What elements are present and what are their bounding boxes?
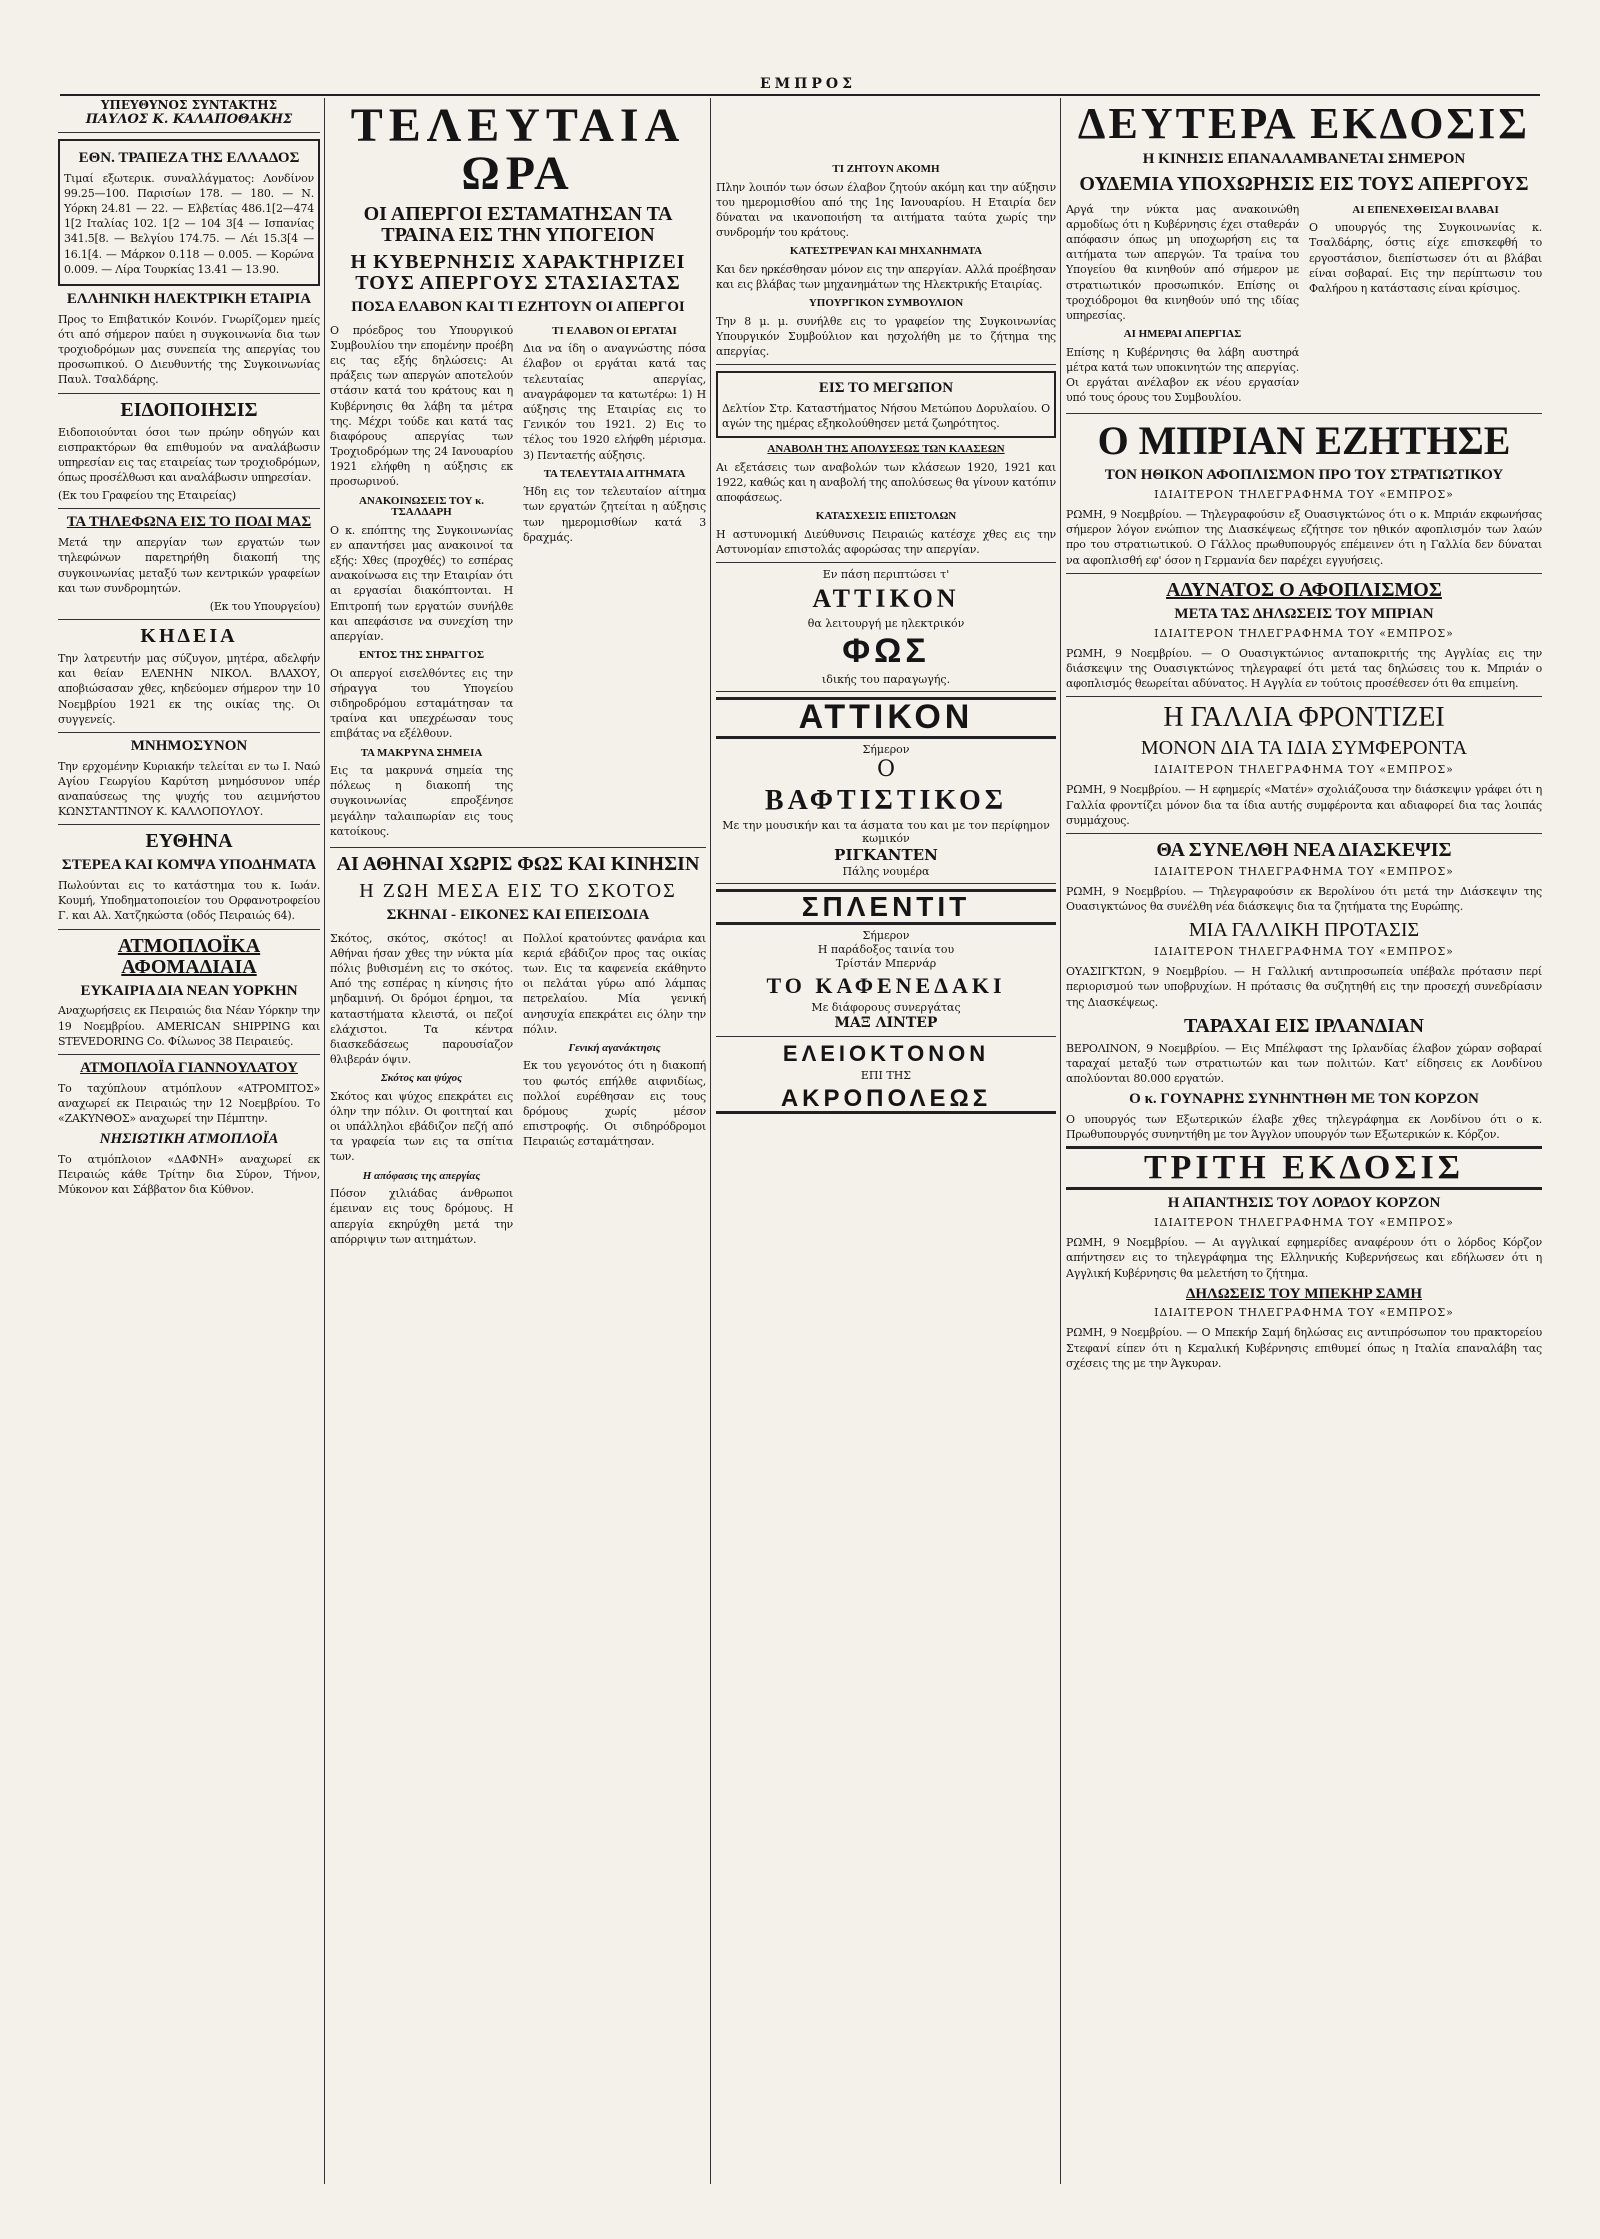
ad-line: θα λειτουργή με ηλεκτρικόν bbox=[807, 616, 965, 630]
ad-line: ιδικής του παραγωγής. bbox=[821, 673, 951, 687]
ad-line: Με την μουσικήν και τα άσματα του και με τον περίφημον κωμικόν bbox=[722, 819, 1050, 846]
ad-title: ΑΚΡΟΠΟΛΕΩΣ bbox=[716, 1086, 1056, 1114]
subheading: Σκότος και ψύχος bbox=[380, 1072, 463, 1085]
article-paragraph: ΡΩΜΗ, 9 Νοεμβρίου. — Τηλεγραφούσιν εξ Ουασιγκτώνος ότι ο κ. Μπριάν εκφωνήσας σήμερον λόγον ενώπιον της Διασκέψεως εζήτησε τον ηθικόν αφοπλισμόν των λαών προ του στρατιωτικού. Ο Γάλλος πρωθυπουργός επέμεινεν ότι η Γαλλία δεν δύναται να αφοπλισθή εφ' όσον η Γερμανία δεν παρέχει εγγυήσεις. bbox=[1066, 508, 1542, 567]
article-strike bbox=[330, 320, 706, 842]
notices-heading: ΕΙΔΟΠΟΙΗΣΙΣ bbox=[120, 398, 258, 421]
ad-title: ΣΠΛΕΝΤΙΤ bbox=[716, 889, 1056, 924]
divider bbox=[1066, 696, 1542, 697]
ad-line: Σήμερον bbox=[862, 742, 910, 756]
ad-eleioktonon bbox=[716, 1042, 1056, 1114]
editor-name: ΠΑΥΛΟΣ Κ. ΚΑΛΑΠΟΘΑΚΗΣ bbox=[85, 112, 293, 127]
bank-heading: ΕΘΝ. ΤΡΑΠΕΖΑ ΤΗΣ ΕΛΛΑΔΟΣ bbox=[78, 150, 300, 166]
editor-label: ΥΠΕΥΘΥΝΟΣ ΣΥΝΤΑΚΤΗΣ bbox=[100, 98, 278, 112]
article-darkness-left bbox=[330, 928, 513, 1250]
article-paragraph: Αι εξετάσεις των αναβολών των κλάσεων 1920, 1921 και 1922, καθώς και η αναβολή της απολύσεως θα γίνουν κατόπιν αποφάσεως. bbox=[716, 460, 1056, 505]
banner-continuation-space bbox=[716, 98, 1056, 158]
headline-athens-dark: ΑΙ ΑΘΗΝΑΙ ΧΩΡΙΣ ΦΩΣ ΚΑΙ ΚΙΝΗΣΙΝ bbox=[336, 852, 700, 875]
subheading: ΑΙ ΕΠΕΝΕΧΘΕΙΣΑΙ ΒΛΑΒΑΙ bbox=[1352, 203, 1499, 216]
column-3 bbox=[716, 98, 1056, 2184]
ad-shoes-heading: ΕΥΘΗΝΑ bbox=[145, 830, 233, 853]
ad-ship2-text: Το ταχύπλουν ατμόπλουν «ΑΤΡΟΜΙΤΟΣ» αναχωρεί εκ Πειραιώς την 12 Νοεμβρίου. Το «ΖΑΚΥΝΘΟΣ» αναχωρεί την Πέμπτην. bbox=[58, 1081, 320, 1125]
ad-title: ΤΟ ΚΑΦΕΝΕΔΑΚΙ bbox=[766, 972, 1006, 998]
notices-signature: (Εκ του Γραφείου της Εταιρείας) bbox=[58, 489, 236, 503]
divider bbox=[1066, 413, 1542, 414]
telegram-credit: ΙΔΙΑΙΤΕΡΟΝ ΤΗΛΕΓΡΑΦΗΜΑ ΤΟΥ «ΕΜΠΡΟΣ» bbox=[1154, 864, 1454, 878]
ad-splendid bbox=[716, 889, 1056, 1030]
article-paragraph: ΡΩΜΗ, 9 Νοεμβρίου. — Η εφημερίς «Ματέν» σχολιάζουσα την διάσκεψιν γράφει ότι η Γαλλία φροντίζει μόνον δια τα ίδια αυτής συμφέροντα και αδιαφορεί δια τας λοιπάς συμμάχους. bbox=[1066, 783, 1542, 827]
subheading: ΕΝΤΟΣ ΤΗΣ ΣΗΡΑΓΓΟΣ bbox=[358, 649, 485, 662]
divider bbox=[58, 1054, 320, 1055]
article-strike-left bbox=[330, 320, 513, 842]
notices-text: Ειδοποιούνται όσοι των πρώην οδηγών και εισπρακτόρων θα επιθυμούν να αναλάβωσιν υπηρεσίαν εις τας εταιρείας των τροχιοδρόμων, όπως προσέλθωσι και αναλάβωσιν υπηρεσίαν. bbox=[58, 425, 320, 485]
article-paragraph: ΒΕΡΟΛΙΝΟΝ, 9 Νοεμβρίου. — Εις Μπέλφαστ της Ιρλανδίας έλαβον χώραν σοβαραί ταραχαί μεταξύ των στρατιωτών και των πολιτών. Κατ' είδησεις εκ Λονδίνου απολύονται 80.000 εργατών. bbox=[1066, 1041, 1542, 1086]
company-notice: Προς το Επιβατικόν Κοινόν. Γνωρίζομεν ημείς ότι από σήμερον παύει η συγκοινωνία δια των τροχιοδρόμων μας συνεπεία της απεργίας του προσωπικού. Ο Διευθυντής της Συγκοινωνίας Παυλ. Τσαλδάρης. bbox=[58, 312, 320, 387]
telegram-credit: ΙΔΙΑΙΤΕΡΟΝ ΤΗΛΕΓΡΑΦΗΜΑ ΤΟΥ «ΕΜΠΡΟΣ» bbox=[1154, 1216, 1454, 1230]
headline-no-concession: ΟΥΔΕΜΙΑ ΥΠΟΧΩΡΗΣΙΣ ΕΙΣ ΤΟΥΣ ΑΠΕΡΓΟΥΣ bbox=[1079, 172, 1529, 195]
article-paragraph: Ο υπουργός των Εξωτερικών έλαβε χθες τηλεγράφημα εκ Λονδίνου ότι ο κ. Πρωθυπουργός συνηντήθη με τον Άγγλον υπουργόν των Εξωτερικών κ. Κόρζον. bbox=[1066, 1113, 1542, 1142]
article-paragraph: Επίσης η Κυβέρνησις θα λάβη αυστηρά μέτρα κατά των υποκινητών της απεργίας. Οι εργάται ανέλαβον εκ νέου εργασίαν υπό τους όρους του Συμβουλίου. bbox=[1066, 345, 1299, 405]
ad-line: Με διάφορους συνεργάτας bbox=[811, 1000, 961, 1014]
divider bbox=[58, 619, 320, 620]
headline-briand: Ο ΜΠΡΙΑΝ ΕΖΗΤΗΣΕ bbox=[1097, 418, 1511, 464]
divider bbox=[716, 364, 1056, 365]
article-paragraph: Ήδη εις τον τελευταίον αίτημα των εργατών ζητείται η αύξησις των ημερομισθίων κατά 3 δραχμάς. bbox=[523, 485, 706, 544]
article-paragraph: Ο πρόεδρος του Υπουργικού Συμβουλίου την επομένην προέβη εις τας εξής δηλώσεις: Αι πράξεις των απεργών αποτελούν στάσιν κατά του κράτους και η Κυβέρνησις θα λάβη τα μέτρα της. Μέχρι τούδε και κατά τας διαφόρους απεργίας των Τροχιοδρόμων της 24 Ιανουαρίου 1921 ελήφθη η αύξησις εκ προσωρινού. bbox=[330, 323, 513, 489]
subheading: ΤΙ ΖΗΤΟΥΝ ΑΚΟΜΗ bbox=[832, 163, 940, 175]
headline-french-proposal: ΜΙΑ ΓΑΛΛΙΚΗ ΠΡΟΤΑΣΙΣ bbox=[1188, 919, 1420, 942]
ad-attikon-light bbox=[716, 568, 1056, 686]
article-paragraph: Πολλοί κρατούντες φανάρια και κεριά εβάδιζον προς τας οικίας των. Εις τα καφενεία εκάθηντο οι πελάται γύρω από λάμπας πετρελαίου. Μία γενική ανησυχία επεκράτει εις όλην την πόλιν. bbox=[523, 931, 706, 1036]
subheading: Η απόφασις της απεργίας bbox=[362, 1169, 481, 1182]
column-4 bbox=[1066, 98, 1542, 2184]
telegraph-signature: (Εκ του Υπουργείου) bbox=[209, 599, 320, 613]
headline-disarmament-impossible: ΑΔΥΝΑΤΟΣ Ο ΑΦΟΠΛΙΣΜΟΣ bbox=[1166, 578, 1442, 601]
banner-second-edition: ΔΕΥΤΕΡΑ ΕΚΔΟΣΙΣ bbox=[1077, 99, 1531, 148]
article-paragraph: Αργά την νύκτα μας ανακοινώθη αρμοδίως ότι η Κυβέρνησις έχει σταθεράν απόφασιν όπως μη υποχωρήση εις τα αιτήματα των απεργών. Τα τραίνα του Υπογείου θα κινηθούν από σήμερον με στρατιωτικόν προσωπικόν. Επίσης οι τροχιόδρομοι θα κινηθούν υπό της ιδίας υπηρεσίας. bbox=[1066, 202, 1299, 322]
divider bbox=[58, 132, 320, 133]
telegram-credit: ΙΔΙΑΙΤΕΡΟΝ ΤΗΛΕΓΡΑΦΗΜΑ ΤΟΥ «ΕΜΠΡΟΣ» bbox=[1154, 626, 1454, 640]
article-paragraph: ΡΩΜΗ, 9 Νοεμβρίου. — Αι αγγλικαί εφημερίδες αναφέρουν ότι ο λόρδος Κόρζον απήντησεν εις το τηλεγράφημα της Ελληνικής Κυβερνήσεως και εδήλωσεν ότι η Αγγλική Κυβέρνησις θα μελετήση το ζήτημα. bbox=[1066, 1236, 1542, 1280]
headline-demands: ΠΟΣΑ ΕΛΑΒΟΝ ΚΑΙ ΤΙ ΕΖΗΤΟΥΝ ΟΙ ΑΠΕΡΓΟΙ bbox=[351, 299, 685, 315]
ad-attikon-film bbox=[716, 697, 1056, 878]
divider bbox=[58, 824, 320, 825]
ad-ship-text: Αναχωρήσεις εκ Πειραιώς δια Νέαν Υόρκην την 19 Νοεμβρίου. AMERICAN SHIPPING και STEVEDORING Co. Φίλωνος 38 Πειραιεύς. bbox=[58, 1004, 320, 1048]
memorial-heading: ΜΝΗΜΟΣΥΝΟΝ bbox=[130, 737, 248, 754]
ad-line: ΕΠΙ ΤΗΣ bbox=[860, 1068, 912, 1082]
masthead-title: ΕΜΠΡΟΣ bbox=[760, 76, 857, 92]
divider bbox=[58, 929, 320, 930]
divider bbox=[716, 1036, 1056, 1037]
article-paragraph: Σκότος και ψύχος επεκράτει εις όλην την πόλιν. Οι φοιτηταί και οι υπάλληλοι εβάδιζον πεζή από τα γραφεία των εις τα σπίτια των. bbox=[330, 1089, 513, 1164]
ad-ship2-heading: ΑΤΜΟΠΛΟΪΑ ΓΙΑΝΝΟΥΛΑΤΟΥ bbox=[80, 1059, 298, 1076]
divider bbox=[58, 508, 320, 509]
telegraph-text: Μετά την απεργίαν των εργατών των τηλεφώνων παρετηρήθη διακοπή της συγκοινωνίας μεταξύ των κεντρικών γραφείων και των συνδρομητών. bbox=[58, 536, 320, 595]
ad-line: Σήμερον bbox=[862, 928, 910, 942]
ad-ship-heading: ΑΤΜΟΠΛΟΪΚΑ ΑΦΟΜΑΔΙΑΙΑ bbox=[117, 934, 261, 978]
ad-line: Τρίστάν Μπερνάρ bbox=[835, 956, 937, 970]
headline-own-interests: ΜΟΝΟΝ ΔΙΑ ΤΑ ΙΔΙΑ ΣΥΜΦΕΡΟΝΤΑ bbox=[1140, 737, 1468, 760]
column-divider bbox=[1060, 98, 1061, 2184]
article-paragraph: Η αστυνομική Διεύθυνσις Πειραιώς κατέσχε χθες εις την Αστυνομίαν επιστολάς αφορώσας την απεργίαν. bbox=[716, 527, 1056, 557]
article-paragraph: Ο υπουργός της Συγκοινωνίας κ. Τσαλδάρης, όστις είχε επισκεφθή το εργοστάσιον, διεπίστωσεν ότι αι βλάβαι είναι σοβαραί. Εις την περίπτωσιν του Φαλήρου η κατάστασις είναι κρίσιμος. bbox=[1309, 221, 1542, 295]
subheading: ΤΑ ΜΑΚΡΥΝΑ ΣΗΜΕΙΑ bbox=[360, 746, 483, 759]
ad-title: ΑΤΤΙΚΟΝ bbox=[716, 697, 1056, 739]
subheading: ΤΙ ΕΛΑΒΟΝ ΟΙ ΕΡΓΑΤΑΙ bbox=[552, 324, 677, 337]
telegram-credit: ΙΔΙΑΙΤΕΡΟΝ ΤΗΛΕΓΡΑΦΗΜΑ ΤΟΥ «ΕΜΠΡΟΣ» bbox=[1154, 763, 1454, 777]
divider bbox=[716, 562, 1056, 563]
article-paragraph: ΟΥΑΣΙΓΚΤΩΝ, 9 Νοεμβρίου. — Η Γαλλική αντιπροσωπεία υπέβαλε πρότασιν περί περιορισμού των υποβρυχίων. Η πρότασις θα συζητηθή εις την προσεχή συνεδρίασιν της Διασκέψεως. bbox=[1066, 965, 1542, 1009]
funeral-heading: ΚΗΔΕΙΑ bbox=[140, 625, 238, 648]
divider bbox=[58, 393, 320, 394]
ad-line: ΜΑΞ ΛΙΝΤΕΡ bbox=[834, 1014, 938, 1031]
ad-ship3-text: Το ατμόπλοιον «ΔΑΦΝΗ» αναχωρεί εκ Πειραιώς κάθε Τρίτην δια Σύρον, Τήνον, Μύκονον και Σάββατον δια Κύθνον. bbox=[58, 1152, 320, 1197]
article-darkness bbox=[330, 928, 706, 1250]
article-darkness-right bbox=[523, 928, 706, 1250]
headline-government: Η ΚΥΒΕΡΝΗΣΙΣ ΧΑΡΑΚΤΗΡΙΖΕΙ ΤΟΥΣ ΑΠΕΡΓΟΥΣ ΣΤΑΣΙΑΣΤΑΣ bbox=[350, 251, 686, 294]
subheading: ΚΑΤΑΣΧΕΣΙΣ ΕΠΙΣΤΟΛΩΝ bbox=[815, 510, 957, 523]
article-paragraph: Ο κ. επόπτης της Συγκοινωνίας εν απαντήσει μας ανακοινοί τα εξής: Χθες (προχθές) το εσπέρας ανακοίνωσα εις την Εταιρίαν ότι αι εργασίαι διακόπτονται. Η Επιτροπή των εργατών συνήλθε και απεφάσισε να συνεχίση την απεργίαν. bbox=[330, 523, 513, 643]
banner-last-hour: ΤΕΛΕΥΤΑΙΑ ΩΡΑ bbox=[350, 99, 686, 200]
article-paragraph: ΡΩΜΗ, 9 Νοεμβρίου. — Τηλεγραφούσιν εκ Βερολίνου ότι μετά την Διάσκεψιν της Ουασιγκτώνος θα συνέλθη νέα διάσκεψις δια τα ζητήματα της Ευρώπης. bbox=[1066, 884, 1542, 914]
article-paragraph: Εκ του γεγονότος ότι η διακοπή του φωτός επήλθε αιφνιδίως, πολλοί ευρέθησαν εις τους δρόμους χωρίς μέσον επιστροφής. Οι σιδηρόδρομοι Πειραιώς εσταμάτησαν. bbox=[523, 1059, 706, 1149]
ad-shoes-text: Πωλούνται εις το κατάστημα του κ. Ιωάν. Κουμή, Υποδηματοποιείον του Ορφανοτροφείου Γ. και Αλ. Χατζηκώστα (οδός Πειραιώς 64). bbox=[58, 879, 320, 923]
headline-bekir-sami: ΔΗΛΩΣΕΙΣ ΤΟΥ ΜΠΕΚΗΡ ΣΑΜΗ bbox=[1185, 1285, 1423, 1302]
headline-traffic-resumes: Η ΚΙΝΗΣΙΣ ΕΠΑΝΑΛΑΜΒΑΝΕΤΑΙ ΣΗΜΕΡΟΝ bbox=[1142, 151, 1466, 167]
telegram-credit: ΙΔΙΑΙΤΕΡΟΝ ΤΗΛΕΓΡΑΦΗΜΑ ΤΟΥ «ΕΜΠΡΟΣ» bbox=[1154, 945, 1454, 959]
ad-title: ΒΑΦΤΙΣΤΙΚΟΣ bbox=[764, 784, 1008, 816]
article-paragraph: Και δεν ηρκέσθησαν μόνον εις την απεργίαν. Αλλά προέβησαν και εις βλάβας των μηχανημάτων της Ηλεκτρικής Εταιρίας. bbox=[716, 262, 1056, 291]
funeral-text: Την λατρευτήν μας σύζυγον, μητέρα, αδελφήν και θείαν ΕΛΕΝΗΝ ΝΙΚΟΛ. ΒΛΑΧΟΥ, αποβιώσασαν χθες, κηδεύομεν σήμερον την 10 Νοεμβρίου 1921 εκ της οικίας της. Οι συγγενείς. bbox=[58, 652, 320, 726]
subheading: Γενική αγανάκτησις bbox=[568, 1041, 661, 1054]
article-second-left bbox=[1066, 199, 1299, 409]
subheading: ΚΑΤΕΣΤΡΕΨΑΝ ΚΑΙ ΜΗΧΑΝΗΜΑΤΑ bbox=[789, 245, 983, 258]
ad-title: ΕΛΕΙΟΚΤΟΝΟΝ bbox=[782, 1040, 990, 1066]
masthead-rule bbox=[60, 78, 1540, 96]
headline-after-briand: ΜΕΤΑ ΤΑΣ ΔΗΛΩΣΕΙΣ ΤΟΥ ΜΠΡΙΑΝ bbox=[1174, 605, 1434, 622]
front-text: Δελτίον Στρ. Καταστήματος Νήσου Μετώπου Δορυλαίου. Ο αγών της ημέρας εξηκολούθησεν μετά ζωηρότητος. bbox=[722, 401, 1050, 431]
headline-gounaris-curzon: Ο κ. ΓΟΥΝΑΡΗΣ ΣΥΝΗΝΤΗΘΗ ΜΕ ΤΟΝ ΚΟΡΖΟΝ bbox=[1129, 1091, 1479, 1108]
subheading: ΥΠΟΥΡΓΙΚΟΝ ΣΥΜΒΟΥΛΙΟΝ bbox=[808, 297, 964, 310]
headline-france-cares: Η ΓΑΛΛΙΑ ΦΡΟΝΤΙΖΕΙ bbox=[1163, 702, 1445, 734]
article-paragraph: Εις τα μακρυνά σημεία της πόλεως η διακοπή της συγκοινωνίας επροξένησε μεγάλην ταλαιπωρίαν εις τους κατοίκους. bbox=[330, 764, 513, 838]
article-second-right bbox=[1309, 199, 1542, 409]
front-box bbox=[716, 371, 1056, 438]
ad-line: Ο bbox=[876, 756, 896, 782]
ad-title: ΑΤΤΙΚΟΝ bbox=[812, 584, 960, 614]
subheading: ΑΝΑΒΟΛΗ ΤΗΣ ΑΠΟΛΥΣΕΩΣ ΤΩΝ ΚΛΑΣΕΩΝ bbox=[767, 443, 1005, 456]
divider bbox=[716, 691, 1056, 692]
ad-line: ΡΙΓΚΑΝΤΕΝ bbox=[834, 846, 938, 865]
article-paragraph: Πλην λοιπόν των όσων έλαβον ζητούν ακόμη και την αύξησιν του ημερομισθίου από της 1ης Ιανουαρίου. Η Εταιρία δεν δύναται να ικανοποιήση τα αιτήματα ταύτα χωρίς την συνδρομήν του κράτους. bbox=[716, 180, 1056, 240]
column-divider bbox=[324, 98, 325, 2184]
column-2 bbox=[330, 98, 706, 2184]
ad-ship3-heading: ΝΗΣΙΩΤΙΚΗ ΑΤΜΟΠΛΟΪΑ bbox=[99, 1131, 279, 1148]
divider bbox=[716, 883, 1056, 884]
headline-moral-disarmament: ΤΟΝ ΗΘΙΚΟΝ ΑΦΟΠΛΙΣΜΟΝ ΠΡΟ ΤΟΥ ΣΤΡΑΤΙΩΤΙΚΟΥ bbox=[1104, 467, 1504, 484]
article-paragraph: Πόσον χιλιάδας άνθρωποι έμειναν εις τους δρόμους. Η απεργία εκηρύχθη μετά την απόρριψιν των αιτημάτων. bbox=[330, 1187, 513, 1246]
ad-title: ΦΩΣ bbox=[842, 631, 930, 670]
ad-line: Εν πάση περιπτώσει τ' bbox=[822, 568, 950, 582]
ad-line: Η παράδοξος ταινία του bbox=[817, 942, 955, 956]
column-divider bbox=[710, 98, 711, 2184]
headline-scenes: ΣΚΗΝΑΙ - ΕΙΚΟΝΕΣ ΚΑΙ ΕΠΕΙΣΟΔΙΑ bbox=[386, 906, 650, 923]
article-second-edition bbox=[1066, 199, 1542, 409]
article-paragraph: ΡΩΜΗ, 9 Νοεμβρίου. — Ο Ουασιγκτώνιος ανταποκριτής της Αγγλίας εις την διάσκεψιν της Ουασιγκτώνος τηλεγραφεί ότι μετά τας δηλώσεις του κ. Μπριάν ο αφοπλισμός θεωρείται αδύνατος. Η Αγγλία εν τούτοις προσέθεσεν ότι θα επιμείνη. bbox=[1066, 646, 1542, 690]
headline-ireland: ΤΑΡΑΧΑΙ ΕΙΣ ΙΡΛΑΝΔΙΑΝ bbox=[1184, 1014, 1424, 1037]
ad-ship-subheading: ΕΥΚΑΙΡΙΑ ΔΙΑ ΝΕΑΝ ΥΟΡΚΗΝ bbox=[80, 982, 298, 999]
ad-shoes-subheading: ΣΤΕΡΕΑ ΚΑΙ ΚΟΜΨΑ ΥΠΟΔΗΜΑΤΑ bbox=[61, 857, 317, 874]
telegram-credit: ΙΔΙΑΙΤΕΡΟΝ ΤΗΛΕΓΡΑΦΗΜΑ ΤΟΥ «ΕΜΠΡΟΣ» bbox=[1154, 488, 1454, 502]
headline-new-conference: ΘΑ ΣΥΝΕΛΘΗ ΝΕΑ ΔΙΑΣΚΕΨΙΣ bbox=[1156, 838, 1452, 861]
divider bbox=[1066, 833, 1542, 834]
ad-line: Πάλης νουμέρα bbox=[842, 865, 930, 879]
divider bbox=[1066, 573, 1542, 574]
memorial-text: Την ερχομένην Κυριακήν τελείται εν τω Ι. Ναώ Αγίου Γεωργίου Καρύτση μνημόσυνον υπέρ αναπαύσεως της ψυχής του αειμνήστου ΚΩΝΣΤΑΝΤΙΝΟΥ Κ. ΚΑΛΛΟΠΟΥΛΟΥ. bbox=[58, 759, 320, 819]
bank-rates: Τιμαί εξωτερικ. συναλλάγματος: Λονδίνον 99.25—100. Παρισίων 178. — 180. — Ν. Υόρκη 24.81 — 22. — Ελβετίας 486.1[2—474 1[2 Ιταλίας 102. 1[2 — 104 3[4 — Ισπανίας 341.5[8. — Βελγίου 174.75. — Λέι 15.3[4 — 16.1[4. — Μάρκον 0.118 — 0.005. — Κορώνα 0.009. — Λίρα Τουρκίας 13.41 — 13.90. bbox=[64, 171, 314, 276]
telegraph-heading: ΤΑ ΤΗΛΕΦΩΝΑ ΕΙΣ ΤΟ ΠΟΔΙ ΜΑΣ bbox=[66, 514, 312, 531]
company-heading: ΕΛΛΗΝΙΚΗ ΗΛΕΚΤΡΙΚΗ ΕΤΑΙΡΙΑ bbox=[66, 290, 312, 307]
headline-strikers-trains: ΟΙ ΑΠΕΡΓΟΙ ΕΣΤΑΜΑΤΗΣΑΝ ΤΑ ΤΡΑΙΝΑ ΕΙΣ ΤΗΝ ΥΠΟΓΕΙΟΝ bbox=[363, 203, 673, 246]
subheading: ΑΝΑΚΟΙΝΩΣΕΙΣ ΤΟΥ κ. ΤΣΑΛΔΑΡΗ bbox=[358, 494, 485, 519]
telegram-credit: ΙΔΙΑΙΤΕΡΟΝ ΤΗΛΕΓΡΑΦΗΜΑ ΤΟΥ «ΕΜΠΡΟΣ» bbox=[1154, 1306, 1454, 1320]
article-strike-right bbox=[523, 320, 706, 842]
banner-third-edition: ΤΡΙΤΗ ΕΚΔΟΣΙΣ bbox=[1066, 1146, 1542, 1190]
subheading: ΤΑ ΤΕΛΕΥΤΑΙΑ ΑΙΤΗΜΑΤΑ bbox=[543, 467, 686, 480]
front-heading: ΕΙΣ ΤΟ ΜΕΓΩΠΟΝ bbox=[818, 380, 954, 397]
column-1 bbox=[58, 98, 320, 2184]
subheading: ΑΙ ΗΜΕΡΑΙ ΑΠΕΡΓΙΑΣ bbox=[1123, 328, 1242, 341]
headline-curzon-reply: Η ΑΠΑΝΤΗΣΙΣ ΤΟΥ ΛΟΡΔΟΥ ΚΟΡΖΟΝ bbox=[1167, 1195, 1441, 1212]
bank-box bbox=[58, 139, 320, 286]
article-paragraph: Σκότος, σκότος, σκότος! αι Αθήναι ήσαν χθες την νύκτα μία πόλις βυθισμένη εις το σκότος. Από της εσπέρας η κίνησις ήτο μηδαμινή. Οι δρόμοι έρημοι, τα καταστήματα κλειστά, οι πεζοί ελάχιστοι. Τα κέντρα διασκεδάσεως παρουσίαζον θλιβεράν όψιν. bbox=[330, 931, 513, 1067]
article-paragraph: ΡΩΜΗ, 9 Νοεμβρίου. — Ο Μπεκήρ Σαμή δηλώσας εις αντιπρόσωπον του πρακτορείου Στεφανί είπεν ότι η Κεμαλική Κυβέρνησις επιθυμεί όπως η Ιταλία επαναλάβη τας σχέσεις της με την Άγκυραν. bbox=[1066, 1326, 1542, 1370]
article-paragraph: Την 8 μ. μ. συνήλθε εις το γραφείον της Συγκοινωνίας Υπουργικόν Συμβούλιον και ησχολήθη με το ζήτημα της απεργίας. bbox=[716, 314, 1056, 359]
divider bbox=[330, 847, 706, 848]
article-paragraph: Δια να ίδη ο αναγνώστης πόσα έλαβον οι εργάται κατά τας τελευταίας απεργίας, αναγράφομεν τα κατωτέρω: 1) Η αύξησις της Εταιρίας εις το Γενικόν του 1921. 2) Εις το τέλος του 1920 ελήφθη μέρισμα. 3) Πενταετής αύξησις. bbox=[523, 342, 706, 462]
headline-life-in-dark: Η ΖΩΗ ΜΕΣΑ ΕΙΣ ΤΟ ΣΚΟΤΟΣ bbox=[359, 879, 677, 902]
article-paragraph: Οι απεργοί εισελθόντες εις την σήραγγα του Υπογείου σιδηροδρόμου εσταμάτησαν τα τραίνα και υπεχρέωσαν τους επιβάτας να εξέλθουν. bbox=[330, 666, 513, 741]
divider bbox=[58, 732, 320, 733]
